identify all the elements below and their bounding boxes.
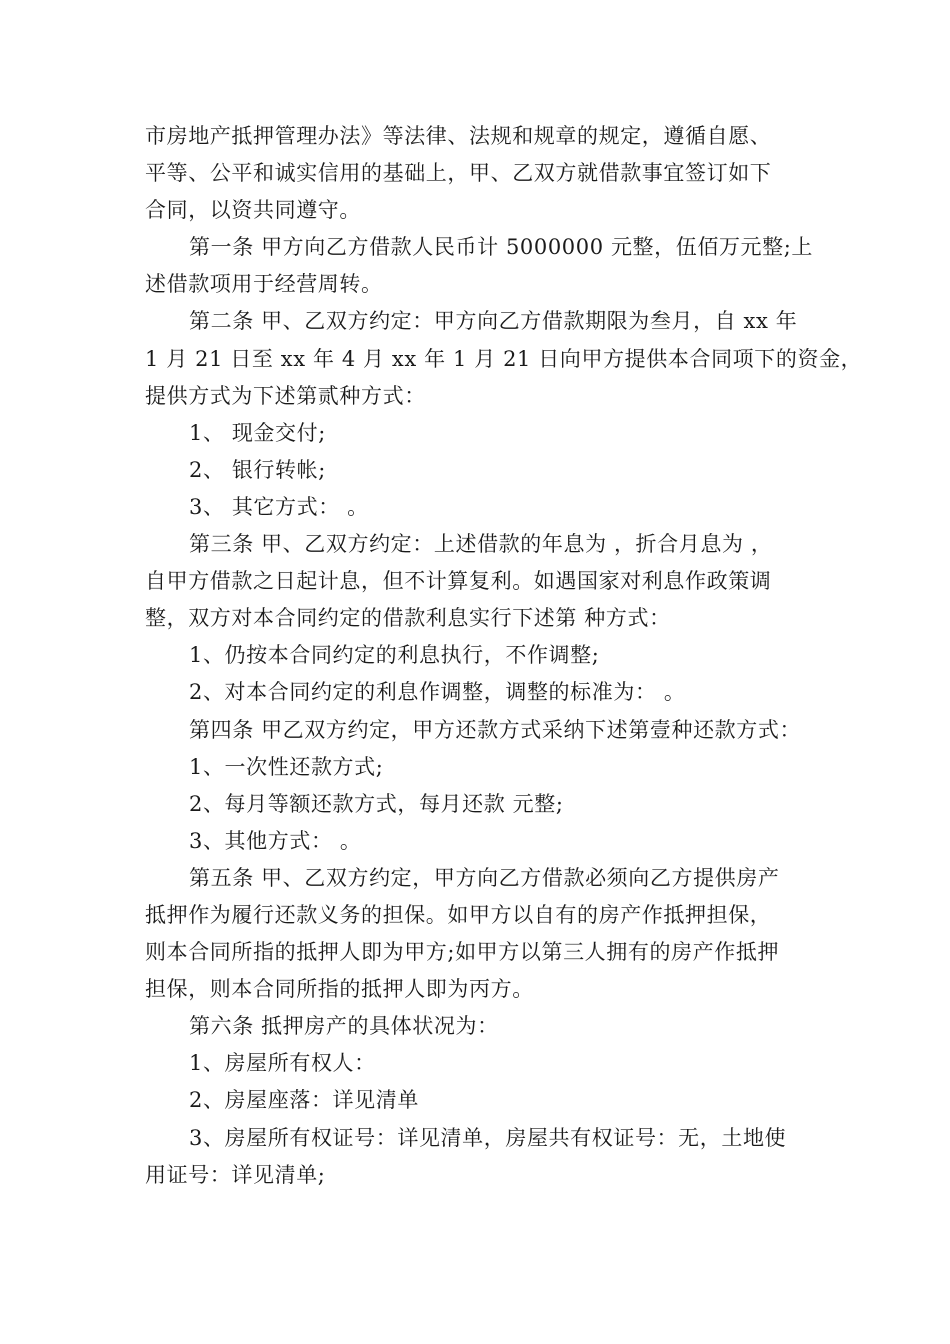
document-line: 则本合同所指的抵押人即为甲方;如甲方以第三人拥有的房产作抵押 xyxy=(145,940,780,965)
document-line: 自甲方借款之日起计息，但不计算复利。如遇国家对利息作政策调 xyxy=(145,569,772,594)
document-line: 平等、公平和诚实信用的基础上，甲、乙双方就借款事宜签订如下 xyxy=(145,161,772,186)
document-line: 1、仍按本合同约定的利息执行，不作调整; xyxy=(189,643,600,668)
document-line: 抵押作为履行还款义务的担保。如甲方以自有的房产作抵押担保， xyxy=(145,902,772,927)
document-line: 第二条 甲、乙双方约定：甲方向乙方借款期限为叁月，自 xx 年 xyxy=(189,309,798,334)
document-line: 第五条 甲、乙双方约定，甲方向乙方借款必须向乙方提供房产 xyxy=(189,865,780,890)
document-line: 第一条 甲方向乙方借款人民币计 5000000 元整，伍佰万元整;上 xyxy=(189,235,814,260)
document-line: 2、 银行转帐; xyxy=(189,457,326,482)
document-line: 第六条 抵押房产的具体状况为： xyxy=(189,1014,499,1039)
document-line: 用证号：详见清单; xyxy=(145,1162,326,1187)
document-line: 担保，则本合同所指的抵押人即为丙方。 xyxy=(145,977,534,1002)
document-line: 1 月 21 日至 xx 年 4 月 xx 年 1 月 21 日向甲方提供本合同项下的资金， xyxy=(145,346,863,371)
document-line: 3、其他方式： 。 xyxy=(189,828,362,853)
document-line: 2、房屋座落：详见清单 xyxy=(189,1088,419,1113)
document-line: 第三条 甲、乙双方约定：上述借款的年息为 ，折合月息为 ， xyxy=(189,532,773,557)
document-line: 述借款项用于经营周转。 xyxy=(145,272,383,297)
document-page xyxy=(145,118,863,1194)
document-line: 第四条 甲乙双方约定，甲方还款方式采纳下述第壹种还款方式： xyxy=(189,717,802,742)
document-line: 1、一次性还款方式; xyxy=(189,754,384,779)
document-line: 1、房屋所有权人： xyxy=(189,1051,376,1076)
document-line: 整，双方对本合同约定的借款利息实行下述第 种方式： xyxy=(145,606,671,631)
document-line: 1、 现金交付; xyxy=(189,420,326,445)
document-line: 市房地产抵押管理办法》等法律、法规和规章的规定，遵循自愿、 xyxy=(145,124,772,148)
document-line: 3、 其它方式： 。 xyxy=(189,494,369,519)
document-line: 合同，以资共同遵守。 xyxy=(145,198,361,223)
document-line: 提供方式为下述第贰种方式： xyxy=(145,383,426,408)
document-line: 2、每月等额还款方式，每月还款 元整; xyxy=(189,791,564,816)
document-line: 2、对本合同约定的利息作调整，调整的标准为： 。 xyxy=(189,680,686,705)
document-line: 3、房屋所有权证号：详见清单，房屋共有权证号：无，土地使 xyxy=(189,1125,787,1150)
